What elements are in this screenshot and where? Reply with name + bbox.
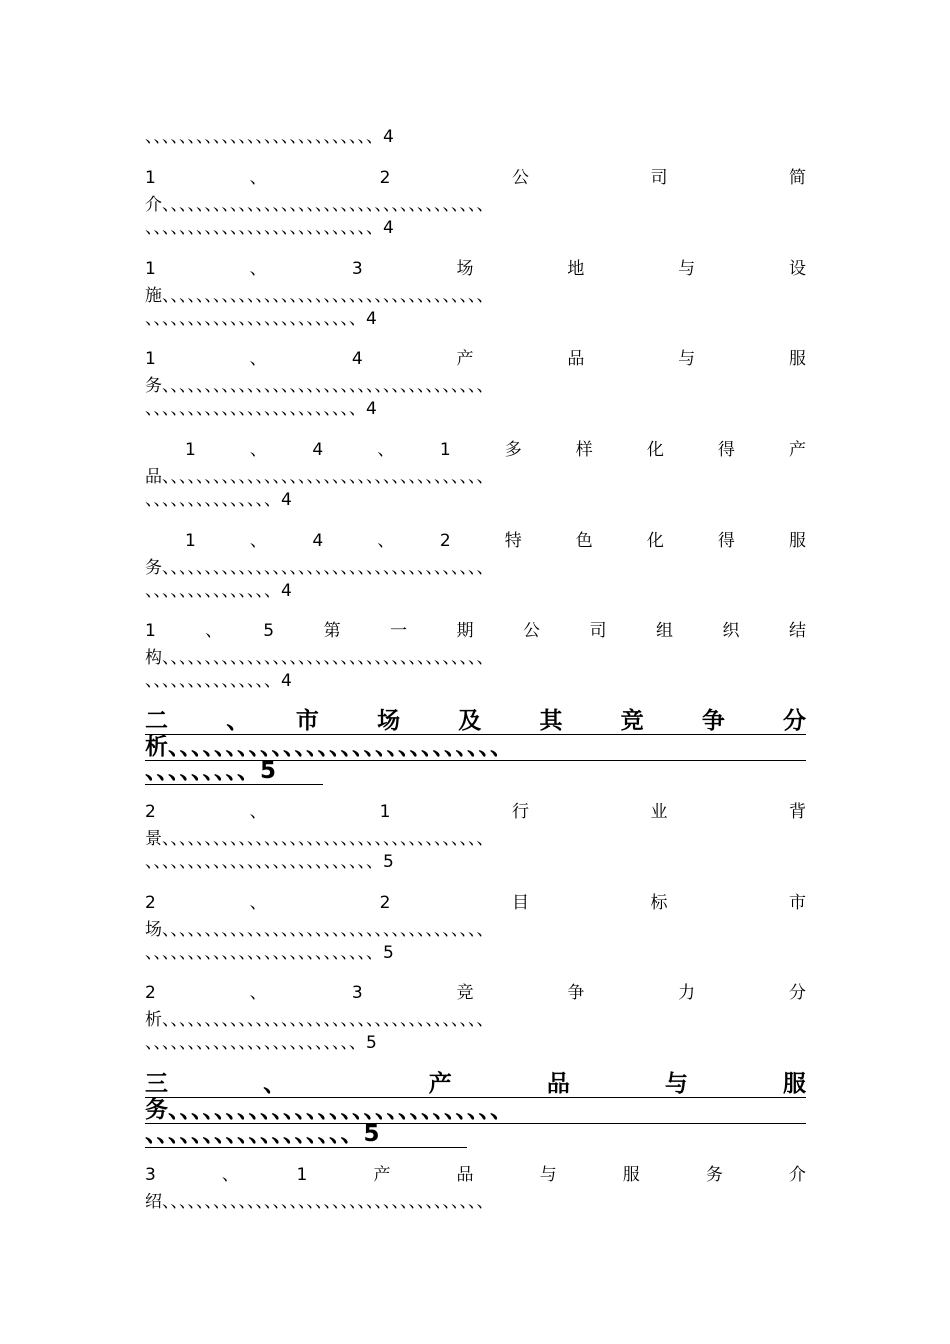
toc-entry-1-3-page: 、、、、、、、、、、、、、、、、、、、、、、、、、4 — [145, 309, 377, 329]
toc-entry-1-4-2-title: 务、、、、、、、、、、、、、、、、、、、、、、、、、、、、、、、、、、、、、、 — [145, 558, 494, 578]
toc-entry-2-3-title: 析、、、、、、、、、、、、、、、、、、、、、、、、、、、、、、、、、、、、、、 — [145, 1010, 494, 1030]
toc-entry-1-4-1-number: 1 、 4 、 1 多 样 化 得 产 — [185, 440, 806, 460]
toc-entry-1-4-2-number: 1 、 4 、 2 特 色 化 得 服 — [185, 531, 806, 551]
toc-heading-3-title: 务、、、、、、、、、、、、、、、、、、、、、、、、、、、、、 — [145, 1097, 806, 1124]
toc-entry-1-4-title: 务、、、、、、、、、、、、、、、、、、、、、、、、、、、、、、、、、、、、、、 — [145, 376, 494, 396]
toc-heading-2-title: 析、、、、、、、、、、、、、、、、、、、、、、、、、、、、、 — [145, 734, 806, 761]
toc-heading-2-number: 二 、 市 场 及 其 竞 争 分 — [145, 708, 806, 734]
toc-entry-1-4-1-page: 、、、、、、、、、、、、、、、4 — [145, 490, 292, 510]
toc-entry-1-1-tail: 、、、、、、、、、、、、、、、、、、、、、、、、、、、4 — [145, 127, 394, 147]
toc-entry-2-2-page: 、、、、、、、、、、、、、、、、、、、、、、、、、、、5 — [145, 943, 394, 963]
toc-entry-1-4-1-title: 品、、、、、、、、、、、、、、、、、、、、、、、、、、、、、、、、、、、、、、 — [145, 467, 494, 487]
toc-entry-1-5-page: 、、、、、、、、、、、、、、、4 — [145, 671, 292, 691]
toc-entry-2-1-title: 景、、、、、、、、、、、、、、、、、、、、、、、、、、、、、、、、、、、、、、 — [145, 829, 494, 849]
toc-entry-1-4-2-page: 、、、、、、、、、、、、、、、4 — [145, 581, 292, 601]
toc-entry-1-2-page: 、、、、、、、、、、、、、、、、、、、、、、、、、、、4 — [145, 218, 394, 238]
toc-entry-2-1-number: 2 、 1 行 业 背 — [145, 802, 806, 822]
toc-entry-1-4-page: 、、、、、、、、、、、、、、、、、、、、、、、、、4 — [145, 399, 377, 419]
toc-heading-2-page: 、、、、、、、、、5 — [145, 758, 323, 785]
toc-heading-3-number: 三 、 产 品 与 服 — [145, 1071, 806, 1097]
toc-entry-1-2-title: 介、、、、、、、、、、、、、、、、、、、、、、、、、、、、、、、、、、、、、、 — [145, 195, 494, 215]
toc-entry-1-3-number: 1 、 3 场 地 与 设 — [145, 259, 806, 279]
toc-heading-3-page: 、、、、、、、、、、、、、、、、、、5 — [145, 1121, 467, 1148]
toc-entry-2-3-number: 2 、 3 竞 争 力 分 — [145, 983, 806, 1003]
toc-entry-2-2-number: 2 、 2 目 标 市 — [145, 893, 806, 913]
toc-entry-1-3-title: 施、、、、、、、、、、、、、、、、、、、、、、、、、、、、、、、、、、、、、、 — [145, 286, 494, 306]
toc-entry-1-5-number: 1 、 5 第 一 期 公 司 组 织 结 — [145, 621, 806, 641]
toc-entry-2-3-page: 、、、、、、、、、、、、、、、、、、、、、、、、、5 — [145, 1033, 377, 1053]
toc-entry-2-2-title: 场、、、、、、、、、、、、、、、、、、、、、、、、、、、、、、、、、、、、、、 — [145, 920, 494, 940]
toc-entry-2-1-page: 、、、、、、、、、、、、、、、、、、、、、、、、、、、5 — [145, 852, 394, 872]
toc-entry-1-2-number: 1 、 2 公 司 简 — [145, 168, 806, 188]
toc-entry-3-1-title: 绍、、、、、、、、、、、、、、、、、、、、、、、、、、、、、、、、、、、、、、 — [145, 1192, 494, 1212]
toc-entry-1-5-title: 构、、、、、、、、、、、、、、、、、、、、、、、、、、、、、、、、、、、、、、 — [145, 648, 494, 668]
toc-entry-3-1-number: 3 、 1 产 品 与 服 务 介 — [145, 1165, 806, 1185]
toc-entry-1-4-number: 1 、 4 产 品 与 服 — [145, 349, 806, 369]
